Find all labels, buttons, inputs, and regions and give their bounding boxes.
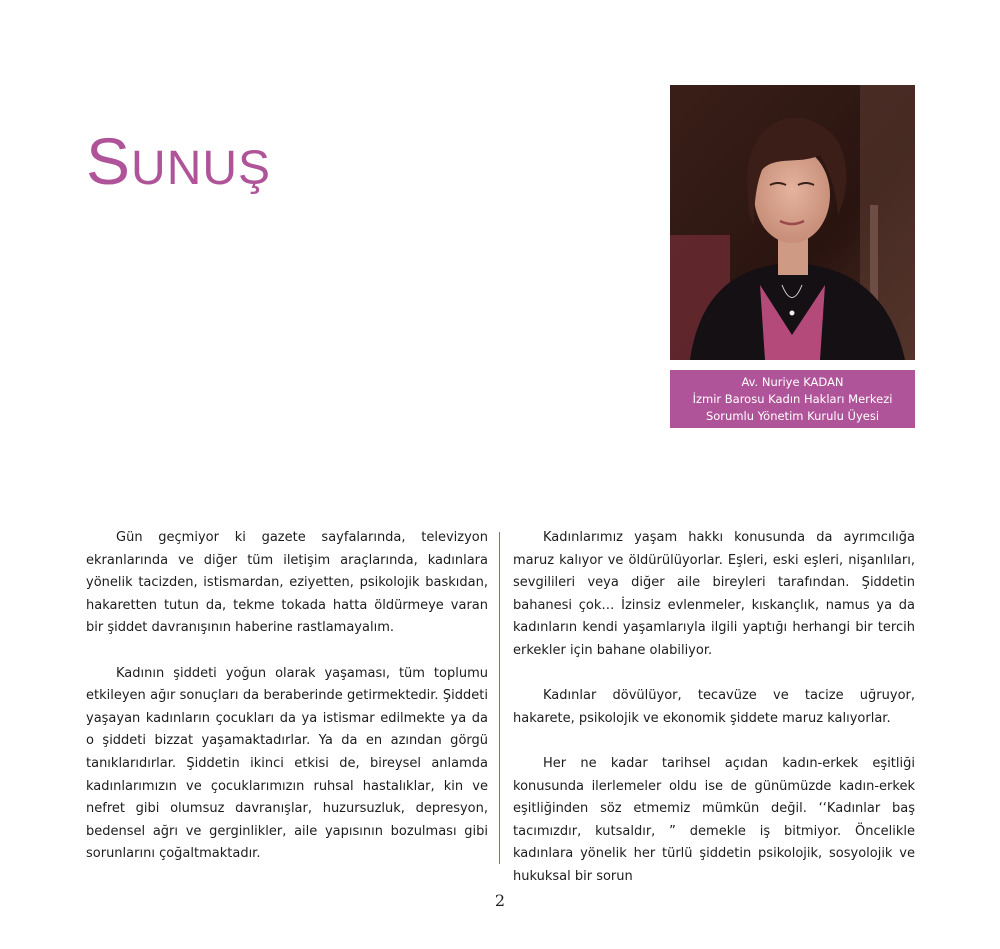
paragraph: Kadınlarımız yaşam hakkı konusunda da ayrımcılığa maruz kalıyor ve öldürülüyorlar. Eşleri, eski eşleri, nişanlıları, sevgilileri veya diğer aile bireyleri tarafından. Şiddetin bahanesi çok… İzinsiz evlenmeler, kıskançlık, namus ya da kadınların kendi yaşamlarıyla ilgili yaptığı herhangi bir tercih erkekler için bahane olabiliyor. bbox=[513, 530, 915, 658]
caption-organization: İzmir Barosu Kadın Hakları Merkezi bbox=[692, 392, 893, 406]
text-column-left bbox=[86, 527, 488, 889]
caption-name: Av. Nuriye KADAN bbox=[741, 375, 844, 389]
column-divider bbox=[499, 532, 500, 864]
paragraph: Kadının şiddeti yoğun olarak yaşaması, tüm toplumu etkileyen ağır sonuçları da beraberinde getirmektedir. Şiddeti yaşayan kadınların çocukları da ya istismar edilmekte ya da o şiddeti bizzat yaşamaktadırlar. Ya da en azından görgü tanıklarıdırlar. Şiddetin ikinci etkisi de, bireysel anlamda kadınlarımızın ve çocuklarımızın ruhsal hastalıklar, kin ve nefret gibi olumsuz davranışlar, huzursuzluk, depresyon, bedensel ağrı ve gerginlikler, aile yapısının bozulması gibi sorunlarını çoğaltmaktadır. bbox=[86, 665, 488, 862]
paragraph: Her ne kadar tarihsel açıdan kadın-erkek eşitliği konusunda ilerlemeler oldu ise de günümüzde kadın-erkek eşitliğinden söz etmemiz mümkün değil. ‘‘Kadınlar baş tacımızdır, kutsaldır, ” demekle iş bitmiyor. Öncelikle kadınlara yönelik her türlü şiddetin psikolojik, sosyolojik ve hukuksal bir sorun bbox=[513, 755, 915, 884]
page-number: 2 bbox=[494, 891, 506, 910]
caption-role: Sorumlu Yönetim Kurulu Üyesi bbox=[705, 409, 880, 423]
photo-caption bbox=[670, 370, 915, 428]
paragraph: Gün geçmiyor ki gazete sayfalarında, televizyon ekranlarında ve diğer tüm iletişim araçlarında, kadınlara yönelik tacizden, istismardan, eziyetten, psikolojik baskıdan, hakaretten tutun da, tekme tokada hatta öldürmeye varan bir şiddet davranışının haberine rastlamayalım. bbox=[86, 530, 488, 636]
text-column-right bbox=[513, 527, 915, 911]
paragraph: Kadınlar dövülüyor, tecavüze ve tacize uğruyor, hakarete, psikolojik ve ekonomik şiddete maruz kalıyorlar. bbox=[513, 688, 915, 726]
page-title: SUNUŞ bbox=[86, 124, 272, 198]
portrait-photo bbox=[670, 85, 915, 360]
